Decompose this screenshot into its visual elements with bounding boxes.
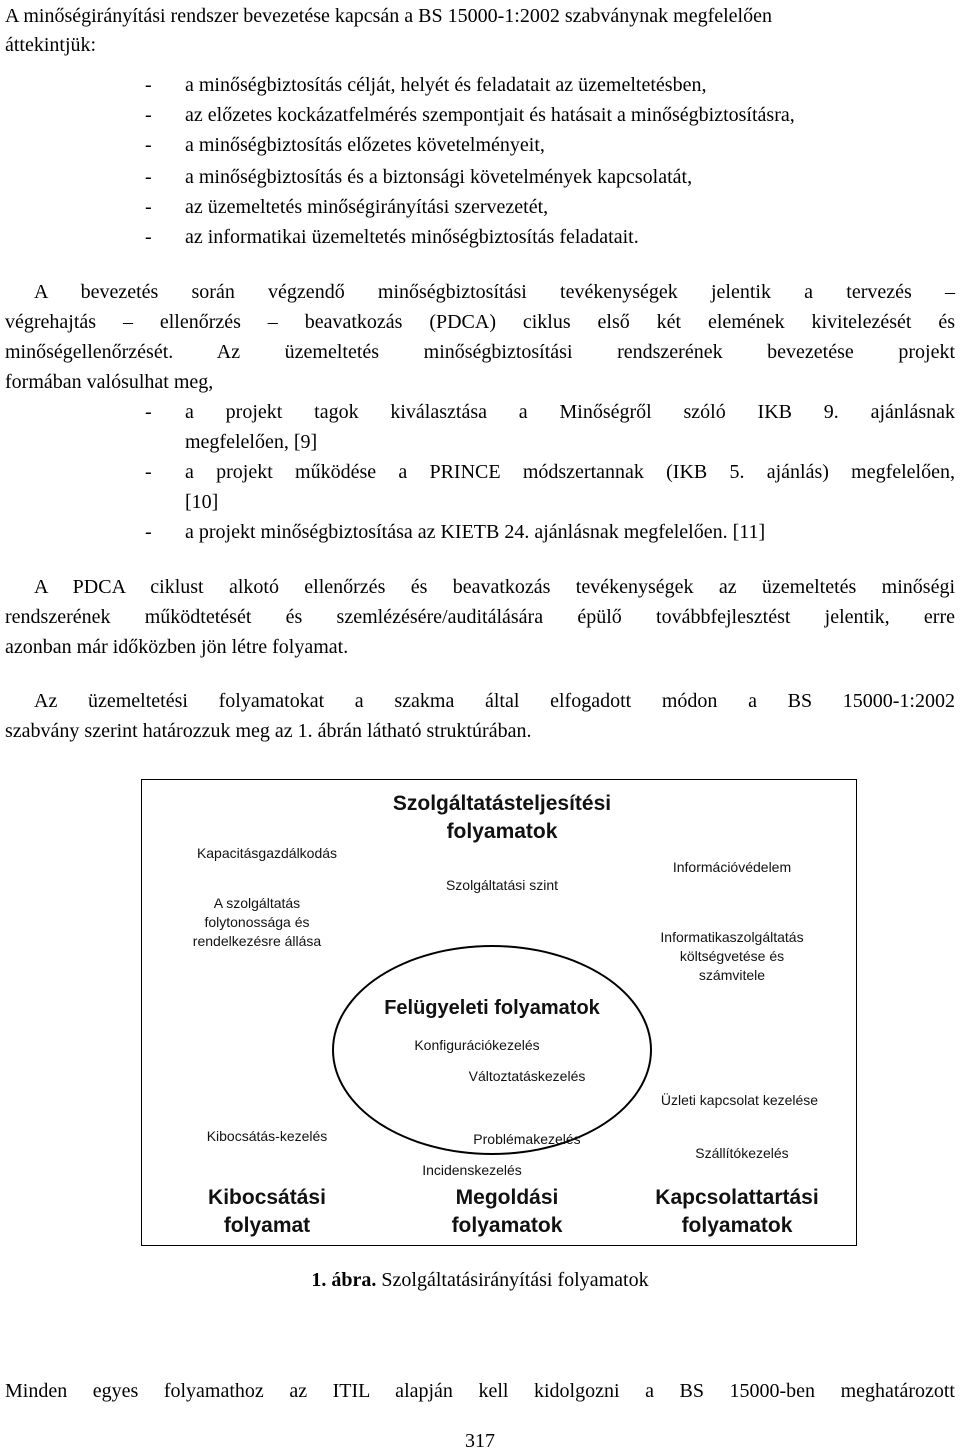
continuity-1: A szolgáltatás: [213, 895, 301, 911]
title-resolution: Megoldási: [455, 1186, 559, 1209]
supplier-management: Szállítókezelés: [695, 1145, 789, 1161]
para4-line-1: Az üzemeltetési folyamatokat a szakma által elfogadott módon a BS 15000-1:2002: [34, 690, 955, 712]
list-item-cont: [10]: [185, 491, 219, 513]
release-management: Kibocsátás-kezelés: [206, 1128, 328, 1144]
list-item: az előzetes kockázatfelmérés szempontjait és hatásait a minőségbiztosításra,: [185, 104, 795, 126]
service-level: Szolgáltatási szint: [445, 877, 559, 893]
para4-line-2: szabvány szerint határozzuk meg az 1. ábrán látható struktúrában.: [5, 720, 532, 742]
budgeting-3: számvitele: [698, 967, 766, 983]
list-item: a minőségbiztosítás célját, helyét és feladatait az üzemeltetésben,: [185, 74, 707, 96]
figure-caption: [0, 1266, 960, 1295]
budgeting-1: Informatikaszolgáltatás: [660, 929, 804, 945]
change-management: Változtatáskezelés: [468, 1068, 586, 1084]
list-item: az informatikai üzemeltetés minőségbiztosítás feladatait.: [185, 226, 639, 248]
intro-line-1: A minőségirányítási rendszer bevezetése kapcsán a BS 15000-1:2002 szabványnak megfelelően: [5, 5, 772, 27]
problem-management: Problémakezelés: [473, 1131, 581, 1147]
budgeting-2: költségvetése és: [679, 948, 785, 964]
para3-line-3: azonban már időközben jön létre folyamat.: [5, 636, 349, 658]
para3-line-2: rendszerének működtetését és szemlézésére/auditálására épülő továbbfejlesztést jelentik, erre: [5, 606, 955, 628]
list-item: a projekt minőségbiztosítása az KIETB 24. ajánlásnak megfelelően. [11]: [185, 521, 766, 543]
list-dash: -: [145, 401, 152, 423]
list-item: a projekt tagok kiválasztása a Minőségről szóló IKB 9. ajánlásnak: [185, 401, 955, 423]
para2-line-2: végrehajtás – ellenőrzés – beavatkozás (PDCA) ciklus első két elemének kivitelezését és: [5, 311, 955, 333]
para2-line-1: A bevezetés során végzendő minőségbiztosítási tevékenységek jelentik a tervezés –: [34, 281, 955, 303]
title-release: Kibocsátási: [208, 1186, 326, 1209]
list-dash: -: [145, 196, 152, 218]
title-service-delivery-2: folyamatok: [446, 820, 558, 843]
title-service-delivery: Szolgáltatásteljesítési: [392, 792, 612, 815]
list-dash: -: [145, 74, 152, 96]
title-control: Felügyeleti folyamatok: [384, 997, 600, 1019]
list-item: a minőségbiztosítás előzetes követelményeit,: [185, 134, 545, 156]
list-dash: -: [145, 104, 152, 126]
list-dash: -: [145, 166, 152, 188]
intro-line-2: áttekintjük:: [5, 34, 97, 56]
list-dash: -: [145, 226, 152, 248]
title-relationship: Kapcsolattartási: [655, 1186, 819, 1209]
information-security: Információvédelem: [672, 859, 792, 875]
para3-line-1: A PDCA ciklust alkotó ellenőrzés és beavatkozás tevékenységek az üzemeltetés minőségi: [34, 576, 955, 598]
capacity-management: Kapacitásgazdálkodás: [196, 845, 338, 861]
final-line: Minden egyes folyamathoz az ITIL alapján kell kidolgozni a BS 15000-ben meghatározott: [5, 1380, 955, 1402]
continuity-3: rendelkezésre állása: [192, 933, 322, 949]
list-dash: -: [145, 461, 152, 483]
title-release-2: folyamat: [223, 1214, 311, 1237]
service-management-diagram: [141, 779, 857, 1246]
list-dash: -: [145, 134, 152, 156]
title-relationship-2: folyamatok: [681, 1214, 793, 1237]
business-relationship: Üzleti kapcsolat kezelése: [660, 1092, 819, 1108]
para2-line-3: minőségellenőrzését. Az üzemeltetés minőségbiztosítási rendszerének bevezetése projekt: [5, 341, 955, 363]
caption-label: 1. ábra.: [311, 1269, 377, 1291]
caption-text: Szolgáltatásirányítási folyamatok: [376, 1269, 649, 1291]
page-number: 317: [465, 1430, 495, 1452]
list-dash: -: [145, 521, 152, 543]
continuity-2: folytonossága és: [204, 914, 310, 930]
incident-management: Incidenskezelés: [422, 1162, 522, 1178]
list-item: az üzemeltetés minőségirányítási szervezetét,: [185, 196, 549, 218]
para2-line-4: formában valósulhat meg,: [5, 371, 214, 393]
list-item: a minőségbiztosítás és a biztonsági követelmények kapcsolatát,: [185, 166, 693, 188]
list-item: a projekt működése a PRINCE módszertannak (IKB 5. ajánlás) megfelelően,: [185, 461, 955, 483]
title-resolution-2: folyamatok: [451, 1214, 563, 1237]
configuration-management: Konfigurációkezelés: [414, 1037, 540, 1053]
list-item-cont: megfelelően, [9]: [185, 431, 318, 453]
